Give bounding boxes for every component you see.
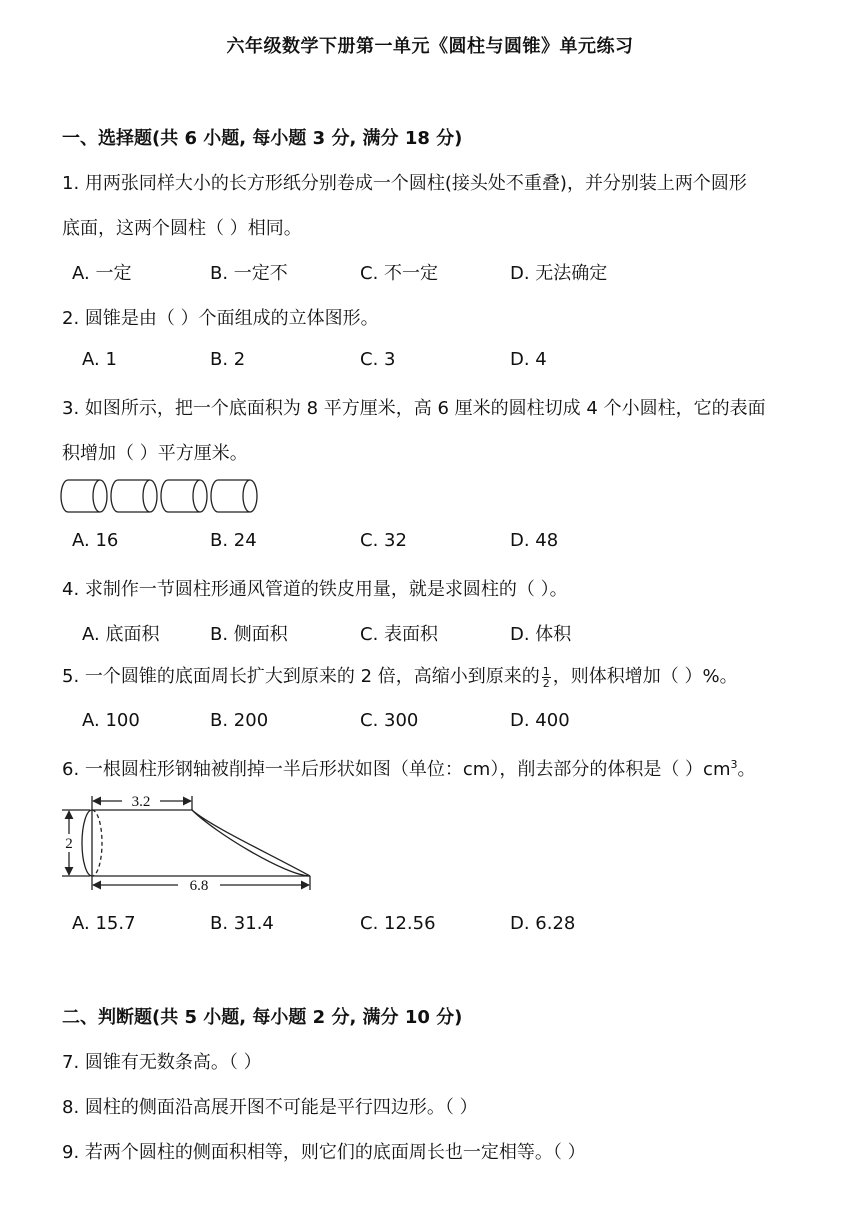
- option-d[interactable]: D. 48: [510, 530, 559, 551]
- option-b[interactable]: B. 24: [210, 530, 257, 551]
- question-8: 8. 圆柱的侧面沿高展开图不可能是平行四边形。（ ）: [62, 1097, 478, 1118]
- fraction-one-half: [542, 666, 551, 689]
- question-6-options: [62, 913, 842, 939]
- question-3-options: [62, 530, 842, 556]
- question-2-options: [62, 349, 842, 375]
- option-c[interactable]: C. 12.56: [360, 913, 436, 934]
- question-1-options: [62, 259, 842, 285]
- section-heading-multiple-choice: 一、选择题(共 6 小题, 每小题 3 分, 满分 18 分): [62, 128, 463, 149]
- cylinder-4: [211, 480, 257, 512]
- option-a[interactable]: A. 15.7: [72, 913, 136, 934]
- shaft-end-ellipse-back: [92, 810, 102, 876]
- page-title: 六年级数学下册第一单元《圆柱与圆锥》单元练习: [226, 36, 634, 57]
- shaft-cut-surface: [192, 810, 310, 876]
- cylinder-1: [61, 480, 107, 512]
- question-4-line-1: 4. 求制作一节圆柱形通风管道的铁皮用量，就是求圆柱的（ ）。: [62, 579, 568, 600]
- cubic-superscript: 3: [730, 758, 738, 771]
- question-6-line-1: [62, 755, 755, 781]
- cylinder-2: [111, 480, 157, 512]
- option-d[interactable]: D. 4: [510, 349, 547, 370]
- option-d[interactable]: D. 6.28: [510, 913, 576, 934]
- option-c[interactable]: C. 表面积: [360, 624, 439, 645]
- option-b[interactable]: B. 200: [210, 710, 269, 731]
- question-1-line-2: 底面，这两个圆柱（ ）相同。: [62, 218, 302, 239]
- option-c[interactable]: C. 3: [360, 349, 396, 370]
- dimension-label-bottom: 6.8: [189, 878, 209, 894]
- dimension-label-height: 2: [65, 836, 73, 852]
- question-6-text-before: 6. 一根圆柱形钢轴被削掉一半后形状如图（单位：cm），削去部分的体积是（ ）cm: [62, 759, 731, 780]
- question-4-options: [62, 620, 842, 646]
- option-c[interactable]: C. 32: [360, 530, 407, 551]
- question-5-text-before: 5. 一个圆锥的底面周长扩大到原来的 2 倍，高缩小到原来的: [62, 666, 540, 687]
- option-a[interactable]: A. 100: [82, 710, 140, 731]
- option-b[interactable]: B. 侧面积: [210, 624, 288, 645]
- option-b[interactable]: B. 31.4: [210, 913, 274, 934]
- option-b[interactable]: B. 一定不: [210, 263, 288, 284]
- question-7: 7. 圆锥有无数条高。（ ）: [62, 1052, 262, 1073]
- question-5-options: [62, 710, 842, 736]
- shaft-end-ellipse-front: [82, 810, 92, 876]
- question-5-text-after: ，则体积增加（ ）%。: [552, 666, 738, 687]
- dimension-label-top: 3.2: [131, 794, 151, 810]
- fraction-numerator: 1: [542, 664, 550, 678]
- cut-steel-shaft-figure: [60, 792, 320, 896]
- option-d[interactable]: D. 体积: [510, 624, 572, 645]
- question-5-line-1: [62, 662, 738, 689]
- fraction-denominator: 2: [542, 676, 550, 690]
- option-a[interactable]: A. 一定: [72, 263, 132, 284]
- four-small-cylinders-figure: [60, 478, 262, 514]
- question-2-line-1: 2. 圆锥是由（ ）个面组成的立体图形。: [62, 308, 379, 329]
- section-heading-true-false: 二、判断题(共 5 小题, 每小题 2 分, 满分 10 分): [62, 1007, 463, 1028]
- option-d[interactable]: D. 400: [510, 710, 570, 731]
- option-c[interactable]: C. 300: [360, 710, 419, 731]
- option-c[interactable]: C. 不一定: [360, 263, 439, 284]
- question-1-line-1: 1. 用两张同样大小的长方形纸分别卷成一个圆柱(接头处不重叠)，并分别装上两个圆形: [62, 173, 747, 194]
- option-a[interactable]: A. 16: [72, 530, 119, 551]
- question-9: 9. 若两个圆柱的侧面积相等，则它们的底面周长也一定相等。（ ）: [62, 1142, 586, 1163]
- question-3-line-1: 3. 如图所示，把一个底面积为 8 平方厘米，高 6 厘米的圆柱切成 4 个小圆柱，它的表面: [62, 398, 766, 419]
- option-d[interactable]: D. 无法确定: [510, 263, 608, 284]
- option-a[interactable]: A. 底面积: [82, 624, 160, 645]
- question-3-line-2: 积增加（ ）平方厘米。: [62, 443, 248, 464]
- question-6-text-after: 。: [737, 759, 756, 780]
- option-a[interactable]: A. 1: [82, 349, 117, 370]
- cylinder-3: [161, 480, 207, 512]
- option-b[interactable]: B. 2: [210, 349, 246, 370]
